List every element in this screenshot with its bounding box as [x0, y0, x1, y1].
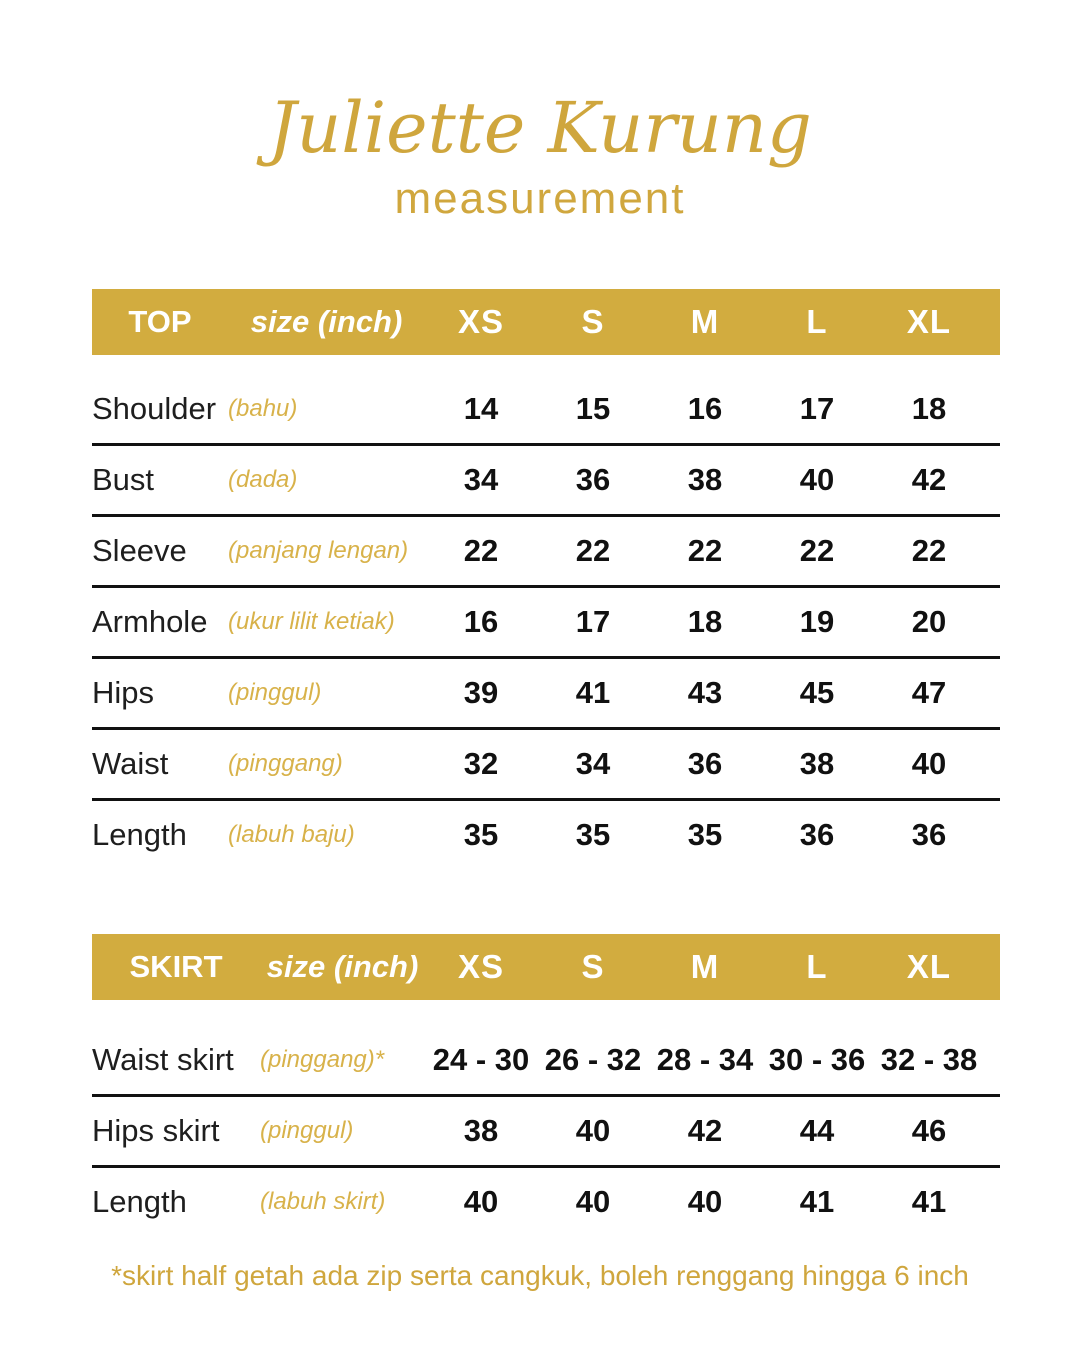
size-header-m: M — [690, 303, 720, 341]
size-header-l: L — [806, 303, 828, 341]
row-translation: (pinggang) — [228, 750, 343, 778]
cell-value: 38 — [799, 746, 835, 782]
cell-value: 35 — [575, 817, 611, 853]
top-table-header — [92, 289, 1000, 355]
cell-value: 38 — [463, 1113, 499, 1149]
table-row-armhole — [92, 588, 1000, 659]
table-row-sleeve — [92, 517, 1000, 588]
skirt-table-header — [92, 934, 1000, 1000]
cell-value: 34 — [575, 746, 611, 782]
cell-value: 36 — [687, 746, 723, 782]
table-row-waist — [92, 730, 1000, 801]
cell-value: 26 - 32 — [544, 1042, 642, 1078]
row-label: Armhole — [92, 604, 208, 640]
cell-value: 35 — [463, 817, 499, 853]
cell-value: 22 — [687, 533, 723, 569]
row-translation: (labuh skirt) — [260, 1188, 386, 1216]
cell-value: 36 — [911, 817, 947, 853]
cell-value: 39 — [463, 675, 499, 711]
row-translation: (pinggul) — [228, 679, 322, 707]
cell-value: 22 — [911, 533, 947, 569]
cell-value: 34 — [463, 462, 499, 498]
cell-value: 47 — [911, 675, 947, 711]
cell-value: 15 — [575, 391, 611, 427]
table-row-hips-skirt — [92, 1097, 1000, 1168]
cell-value: 22 — [799, 533, 835, 569]
cell-value: 40 — [463, 1184, 499, 1220]
cell-value: 41 — [575, 675, 611, 711]
size-header-xs: XS — [457, 303, 505, 341]
row-label: Hips skirt — [92, 1113, 220, 1149]
cell-value: 38 — [687, 462, 723, 498]
size-header-xl: XL — [906, 948, 952, 986]
cell-value: 41 — [799, 1184, 835, 1220]
table-row-shoulder — [92, 355, 1000, 446]
row-label: Bust — [92, 462, 155, 498]
cell-value: 28 - 34 — [656, 1042, 754, 1078]
cell-value: 17 — [799, 391, 835, 427]
skirt-measurement-table — [92, 934, 1000, 1236]
row-translation: (labuh baju) — [228, 821, 355, 849]
cell-value: 43 — [687, 675, 723, 711]
cell-value: 22 — [575, 533, 611, 569]
top-table-title: TOP — [128, 304, 192, 340]
size-header-m: M — [690, 948, 720, 986]
table-row-length-skirt — [92, 1168, 1000, 1236]
cell-value: 42 — [911, 462, 947, 498]
row-label: Waist skirt — [92, 1042, 234, 1078]
brand-header — [0, 0, 1080, 223]
cell-value: 36 — [575, 462, 611, 498]
row-label: Waist — [92, 746, 169, 782]
cell-value: 14 — [463, 391, 499, 427]
cell-value: 46 — [911, 1113, 947, 1149]
row-translation: (panjang lengan) — [228, 537, 409, 565]
row-label: Sleeve — [92, 533, 187, 569]
page-subtitle: measurement — [394, 174, 686, 223]
row-translation: (bahu) — [228, 395, 298, 423]
table-row-hips — [92, 659, 1000, 730]
cell-value: 22 — [463, 533, 499, 569]
cell-value: 35 — [687, 817, 723, 853]
table-row-waist-skirt — [92, 1000, 1000, 1097]
cell-value: 40 — [575, 1113, 611, 1149]
cell-value: 24 - 30 — [432, 1042, 530, 1078]
cell-value: 40 — [687, 1184, 723, 1220]
cell-value: 40 — [799, 462, 835, 498]
cell-value: 20 — [911, 604, 947, 640]
cell-value: 45 — [799, 675, 835, 711]
row-translation: (pinggul) — [260, 1117, 354, 1145]
size-header-xs: XS — [457, 948, 505, 986]
row-label: Shoulder — [92, 391, 217, 427]
cell-value: 18 — [911, 391, 947, 427]
cell-value: 19 — [799, 604, 835, 640]
cell-value: 16 — [463, 604, 499, 640]
row-label: Hips — [92, 675, 155, 711]
skirt-table-title: SKIRT — [129, 949, 223, 985]
size-header-xl: XL — [906, 303, 952, 341]
row-translation: (ukur lilit ketiak) — [228, 608, 395, 636]
skirt-unit-label: size (inch) — [266, 949, 419, 985]
cell-value: 32 - 38 — [880, 1042, 978, 1078]
row-translation: (pinggang)* — [260, 1046, 385, 1074]
size-header-s: S — [581, 948, 605, 986]
top-measurement-table — [92, 289, 1000, 869]
cell-value: 18 — [687, 604, 723, 640]
cell-value: 32 — [463, 746, 499, 782]
cell-value: 42 — [687, 1113, 723, 1149]
row-label: Length — [92, 1184, 187, 1220]
cell-value: 40 — [911, 746, 947, 782]
cell-value: 41 — [911, 1184, 947, 1220]
top-unit-label: size (inch) — [250, 304, 403, 340]
cell-value: 17 — [575, 604, 611, 640]
cell-value: 36 — [799, 817, 835, 853]
cell-value: 44 — [799, 1113, 835, 1149]
cell-value: 40 — [575, 1184, 611, 1220]
row-translation: (dada) — [228, 466, 298, 494]
size-header-l: L — [806, 948, 828, 986]
cell-value: 30 - 36 — [768, 1042, 866, 1078]
table-row-length-top — [92, 801, 1000, 869]
skirt-footnote: *skirt half getah ada zip serta cangkuk, boleh renggang hingga 6 inch — [111, 1260, 969, 1292]
table-row-bust — [92, 446, 1000, 517]
row-label: Length — [92, 817, 187, 853]
size-header-s: S — [581, 303, 605, 341]
cell-value: 16 — [687, 391, 723, 427]
page-title: Juliette Kurung — [268, 87, 812, 169]
